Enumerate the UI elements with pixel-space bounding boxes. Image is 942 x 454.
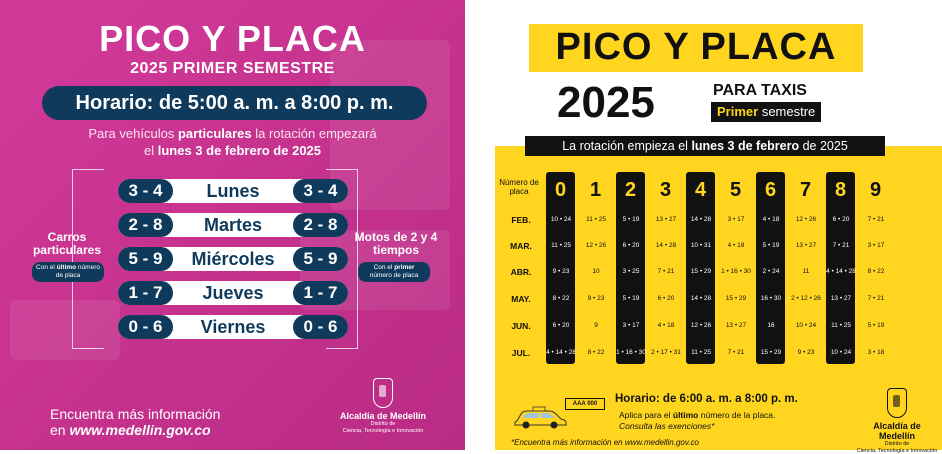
- month-label: MAR.: [503, 241, 539, 251]
- schedule-cell: 10 • 31: [683, 238, 719, 254]
- left-hours-banner: Horario: de 5:00 a. m. a 8:00 p. m.: [42, 86, 427, 120]
- logo-subtitle1: Distrito de: [328, 421, 438, 428]
- schedule-cell: 2 • 12 • 26: [788, 291, 824, 307]
- schedule-cell: 6 • 20: [543, 318, 579, 334]
- license-plate-icon: AAA 000: [565, 398, 605, 410]
- coat-of-arms-icon: [373, 378, 393, 408]
- plate-digit-4: 4: [686, 178, 715, 202]
- schedule-cell: 10 • 24: [543, 212, 579, 228]
- plate-digit-9: 9: [861, 178, 890, 202]
- motos-label: Motos de 2 y 4 tiempos: [346, 231, 446, 257]
- taxi-icon: [513, 405, 567, 429]
- more-info-line2: en www.medellin.gov.co: [50, 422, 211, 438]
- cars-bracket: [72, 169, 104, 349]
- schedule-cell: 13 • 27: [823, 291, 859, 307]
- schedule-cell: 9: [578, 318, 614, 334]
- apply-note: Aplica para el último número de la placa.: [619, 410, 775, 420]
- motos-plates: 0 - 6: [293, 315, 348, 339]
- schedule-cell: 10 • 24: [788, 318, 824, 334]
- left-title: PICO Y PLACA: [0, 18, 465, 60]
- schedule-cell: 15 • 29: [753, 345, 789, 361]
- day-row-viernes: [118, 315, 348, 339]
- schedule-cell: 3 • 25: [613, 264, 649, 280]
- schedule-cell: 4 • 14 • 28: [823, 264, 859, 280]
- right-more-info: *Encuentra más información en www.medellin.gov.co: [511, 438, 699, 447]
- logo-name: Alcaldía de Medellín: [855, 421, 939, 441]
- coat-of-arms-icon: [887, 388, 907, 418]
- day-name: Jueves: [173, 281, 293, 305]
- schedule-cell: 8 • 22: [543, 291, 579, 307]
- rotation-start-banner: La rotación empieza el lunes 3 de febrero de 2025: [525, 136, 885, 156]
- schedule-cell: 11 • 25: [823, 318, 859, 334]
- schedule-cell: 4 • 18: [753, 212, 789, 228]
- schedule-cell: 4 • 18: [718, 238, 754, 254]
- day-row-jueves: [118, 281, 348, 305]
- logo-subtitle2: Ciencia, Tecnología e Innovación: [855, 448, 939, 454]
- schedule-cell: 3 • 17: [718, 212, 754, 228]
- plate-digit-1: 1: [581, 178, 610, 202]
- alcaldia-logo-right: [855, 388, 939, 454]
- schedule-cell: 10: [578, 264, 614, 280]
- logo-name: Alcaldía de Medellín: [328, 411, 438, 421]
- schedule-cell: 14 • 28: [683, 212, 719, 228]
- schedule-cell: 10 • 24: [823, 345, 859, 361]
- more-info-line1: Encuentra más información: [50, 406, 220, 422]
- schedule-cell: 6 • 20: [823, 212, 859, 228]
- schedule-cell: 9 • 23: [578, 291, 614, 307]
- schedule-cell: 5 • 19: [858, 318, 894, 334]
- schedule-cell: 6 • 20: [613, 238, 649, 254]
- plate-digit-6: 6: [756, 178, 785, 202]
- schedule-cell: 7 • 21: [823, 238, 859, 254]
- schedule-cell: 3 • 18: [858, 345, 894, 361]
- schedule-cell: 16 • 30: [753, 291, 789, 307]
- cars-plates: 2 - 8: [118, 213, 173, 237]
- schedule-cell: 9 • 23: [788, 345, 824, 361]
- plate-digit-2: 2: [616, 178, 645, 202]
- schedule-cell: 14 • 28: [648, 238, 684, 254]
- month-label: MAY.: [503, 294, 539, 304]
- month-label: ABR.: [503, 267, 539, 277]
- schedule-cell: 13 • 27: [788, 238, 824, 254]
- exemptions-note: Consulta las exenciones*: [619, 421, 714, 431]
- schedule-cell: 12 • 26: [578, 238, 614, 254]
- schedule-cell: 11 • 25: [543, 238, 579, 254]
- schedule-cell: 7 • 21: [648, 264, 684, 280]
- month-label: JUL.: [503, 348, 539, 358]
- schedule-cell: 4 • 18: [648, 318, 684, 334]
- schedule-cell: 11 • 25: [683, 345, 719, 361]
- schedule-cell: 2 • 17 • 31: [648, 345, 684, 361]
- cars-badge: Con el último número de placa: [32, 262, 104, 282]
- schedule-cell: 15 • 29: [718, 291, 754, 307]
- schedule-cell: 9 • 23: [543, 264, 579, 280]
- schedule-cell: 11 • 25: [578, 212, 614, 228]
- day-row-martes: [118, 213, 348, 237]
- taxis-panel: [465, 0, 942, 450]
- rotation-note-line1: Para vehículos particulares la rotación empezará: [0, 126, 465, 141]
- schedule-cell: 15 • 29: [683, 264, 719, 280]
- motos-plates: 1 - 7: [293, 281, 348, 305]
- plate-digit-0: 0: [546, 178, 575, 202]
- schedule-cell: 5 • 19: [613, 212, 649, 228]
- day-name: Martes: [173, 213, 293, 237]
- plate-digit-3: 3: [651, 178, 680, 202]
- alcaldia-logo: [328, 378, 438, 434]
- cars-plates: 5 - 9: [118, 247, 173, 271]
- right-title: PICO Y PLACA: [529, 26, 863, 69]
- schedule-cell: 13 • 27: [648, 212, 684, 228]
- schedule-cell: 12 • 26: [788, 212, 824, 228]
- schedule-cell: 1 • 16 • 30: [718, 264, 754, 280]
- plate-digit-7: 7: [791, 178, 820, 202]
- day-row-miercoles: [118, 247, 348, 271]
- schedule-cell: 14 • 28: [683, 291, 719, 307]
- schedule-cell: 1 • 16 • 30: [613, 345, 649, 361]
- cars-plates: 0 - 6: [118, 315, 173, 339]
- schedule-cell: 8 • 22: [578, 345, 614, 361]
- taxi-hours: Horario: de 6:00 a. m. a 8:00 p. m.: [615, 393, 798, 405]
- day-name: Viernes: [173, 315, 293, 339]
- schedule-cell: 7 • 21: [718, 345, 754, 361]
- schedule-cell: 5 • 19: [753, 238, 789, 254]
- motos-plates: 3 - 4: [293, 179, 348, 203]
- left-subtitle: 2025 PRIMER SEMESTRE: [0, 60, 465, 78]
- schedule-cell: 7 • 21: [858, 291, 894, 307]
- month-label: JUN.: [503, 321, 539, 331]
- schedule-cell: 2 • 24: [753, 264, 789, 280]
- plate-digit-8: 8: [826, 178, 855, 202]
- semester-label: Primer semestre: [711, 102, 821, 122]
- schedule-cell: 7 • 21: [858, 212, 894, 228]
- day-name: Lunes: [173, 179, 293, 203]
- private-vehicles-panel: [0, 0, 465, 450]
- right-year: 2025: [557, 78, 655, 128]
- schedule-cell: 4 • 14 • 28: [543, 345, 579, 361]
- schedule-cell: 16: [753, 318, 789, 334]
- day-name: Miércoles: [173, 247, 293, 271]
- for-taxis-label: PARA TAXIS: [713, 82, 807, 100]
- plate-digit-5: 5: [721, 178, 750, 202]
- cars-plates: 3 - 4: [118, 179, 173, 203]
- motos-plates: 2 - 8: [293, 213, 348, 237]
- motos-plates: 5 - 9: [293, 247, 348, 271]
- schedule-cell: 3 • 17: [858, 238, 894, 254]
- day-row-lunes: [118, 179, 348, 203]
- website-link[interactable]: www.medellin.gov.co: [69, 422, 210, 438]
- schedule-cell: 5 • 19: [613, 291, 649, 307]
- month-label: FEB.: [503, 215, 539, 225]
- schedule-cell: 11: [788, 264, 824, 280]
- logo-subtitle2: Ciencia, Tecnología e Innovación: [328, 428, 438, 435]
- schedule-cell: 13 • 27: [718, 318, 754, 334]
- motos-badge: Con el primer número de placa: [358, 262, 430, 282]
- cars-label: Carros particulares: [22, 231, 112, 257]
- logo-subtitle1: Distrito de: [855, 441, 939, 448]
- schedule-cell: 12 • 26: [683, 318, 719, 334]
- plate-number-label: Número de placa: [499, 178, 539, 196]
- cars-plates: 1 - 7: [118, 281, 173, 305]
- rotation-note-line2: el lunes 3 de febrero de 2025: [0, 143, 465, 158]
- schedule-cell: 8 • 22: [858, 264, 894, 280]
- schedule-cell: 6 • 20: [648, 291, 684, 307]
- schedule-cell: 3 • 17: [613, 318, 649, 334]
